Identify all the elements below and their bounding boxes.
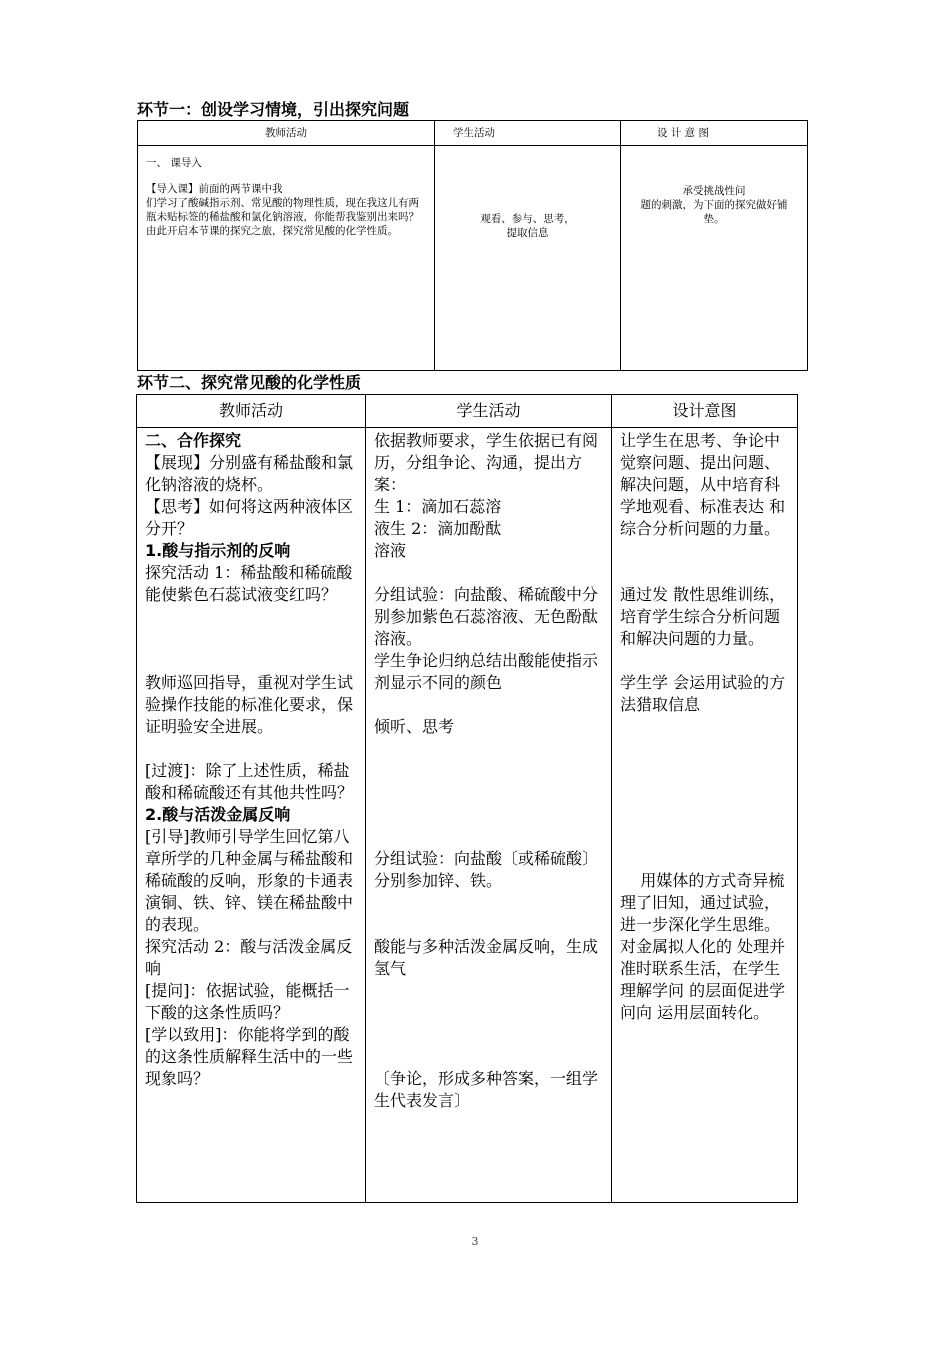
s1-design-line: 题的刺激，为下面的探究做好铺	[640, 199, 788, 211]
s2-student-line: 〔争论，形成多种答案，一组学生代表发言〕	[374, 1069, 599, 1110]
s2-design-line: 让学生在思考、争论中觉察问题、提出问题、解决问题，从中培育科学地观看、标准表达 和综合分析问题的力量。	[620, 431, 786, 538]
s2-teacher-line: 【思考】如何将这两种液体区分开？	[145, 497, 354, 538]
s2-student-line: 生 1：滴加石蕊溶	[374, 497, 502, 516]
s2-teacher-line: [学以致用]：你能将学到的酸的这条性质解释生活中的一些现象吗？	[145, 1025, 354, 1088]
s1-header-design: 设 计 意 图	[621, 121, 808, 146]
s1-teacher-line: 一、 课导入	[146, 157, 202, 169]
s1-design-line: 垫。	[703, 213, 725, 225]
section2-title: 环节二、探究常见酸的化学性质	[137, 373, 362, 392]
s2-header-teacher: 教师活动	[137, 395, 366, 428]
s2-teacher-line: 教师巡回指导，重视对学生试验操作技能的标准化要求，保证明验安全进展。	[145, 673, 354, 736]
s2-student-line: 学生争论归纳总结出酸能使指示剂显示不同的颜色	[374, 651, 599, 692]
s1-design-line: 承受挑战性问	[682, 185, 746, 197]
s2-design-line: 用媒体的方式奇异梳理了旧知，通过试验，进一步深化学生思维。对金属拟人化的 处理并准时联系生活，在学生理解学问 的层面促进学问向 运用层面转化。	[620, 871, 786, 1022]
s2-teacher-line: [引导]教师引导学生回忆第八章所学的几种金属与稀盐酸和稀硫酸的反响，形象的卡通表演铜、铁、锌、镁在稀盐酸中的表现。	[145, 827, 354, 934]
s1-student-line: 观看、参与、思考，	[480, 213, 575, 225]
s2-header-student: 学生活动	[366, 395, 612, 428]
s2-student-line: 液生 2：滴加酚酞	[374, 519, 502, 538]
s2-student-line: 溶液	[374, 541, 407, 560]
s1-design-cell	[621, 146, 808, 371]
section1-table	[137, 120, 808, 371]
page-number: 3	[471, 1235, 479, 1248]
s2-student-line: 酸能与多种活泼金属反响，生成氢气	[374, 937, 599, 978]
s2-student-line: 分组试验：向盐酸〔或稀硫酸〕分别参加锌、铁。	[374, 849, 599, 890]
s2-design-cell	[612, 428, 798, 1203]
section2-table	[136, 394, 798, 1203]
s2-teacher-heading: 1.酸与指示剂的反响	[145, 541, 291, 560]
s1-teacher-line: 【导入课】前面的两节课中我	[146, 183, 283, 195]
s2-design-line: 学生学 会运用试验的方法猎取信息	[620, 673, 786, 714]
s2-teacher-line: [过渡]：除了上述性质，稀盐酸和稀硫酸还有其他共性吗？	[145, 761, 354, 802]
s1-header-teacher: 教师活动	[138, 121, 435, 146]
s2-student-line: 分组试验：向盐酸、稀硫酸中分别参加紫色石蕊溶液、无色酚酞溶液。	[374, 585, 599, 648]
s2-teacher-line: 【展现】分别盛有稀盐酸和氯化钠溶液的烧杯。	[145, 453, 354, 494]
s2-teacher-cell	[137, 428, 366, 1203]
s2-teacher-line: [提问]：依据试验，能概括一下酸的这条性质吗？	[145, 981, 350, 1022]
s2-student-line: 倾听、思考	[374, 717, 455, 736]
s2-teacher-line: 探究活动 1：稀盐酸和稀硫酸能使紫色石蕊试液变红吗？	[145, 563, 353, 604]
section1-title: 环节一：创设学习情境，引出探究问题	[137, 100, 410, 119]
s2-student-cell	[366, 428, 612, 1203]
s1-teacher-cell	[138, 146, 435, 371]
s2-teacher-heading: 二、合作探究	[145, 431, 242, 450]
s2-header-design: 设计意图	[612, 395, 798, 428]
s1-teacher-line: 们学习了酸碱指示剂、常见酸的物理性质，现在我这儿有两瓶未贴标签的稀盐酸和氯化钠溶液，你能帮我鉴别出来吗？由此开启本节课的探究之旅，探究常见酸的化学性质。	[146, 197, 419, 237]
s1-student-cell	[435, 146, 621, 371]
s1-student-line: 提取信息	[506, 227, 549, 239]
s2-design-line: 通过发 散性思维训练，培育学生综合分析问题 和解决问题的力量。	[620, 585, 786, 648]
s1-header-student: 学生活动	[435, 121, 621, 146]
s2-teacher-line: 探究活动 2：酸与活泼金属反响	[145, 937, 353, 978]
s2-teacher-heading: 2.酸与活泼金属反响	[145, 805, 291, 824]
s2-student-line: 依据教师要求，学生依据已有阅历，分组争论、沟通，提出方案：	[374, 431, 599, 494]
